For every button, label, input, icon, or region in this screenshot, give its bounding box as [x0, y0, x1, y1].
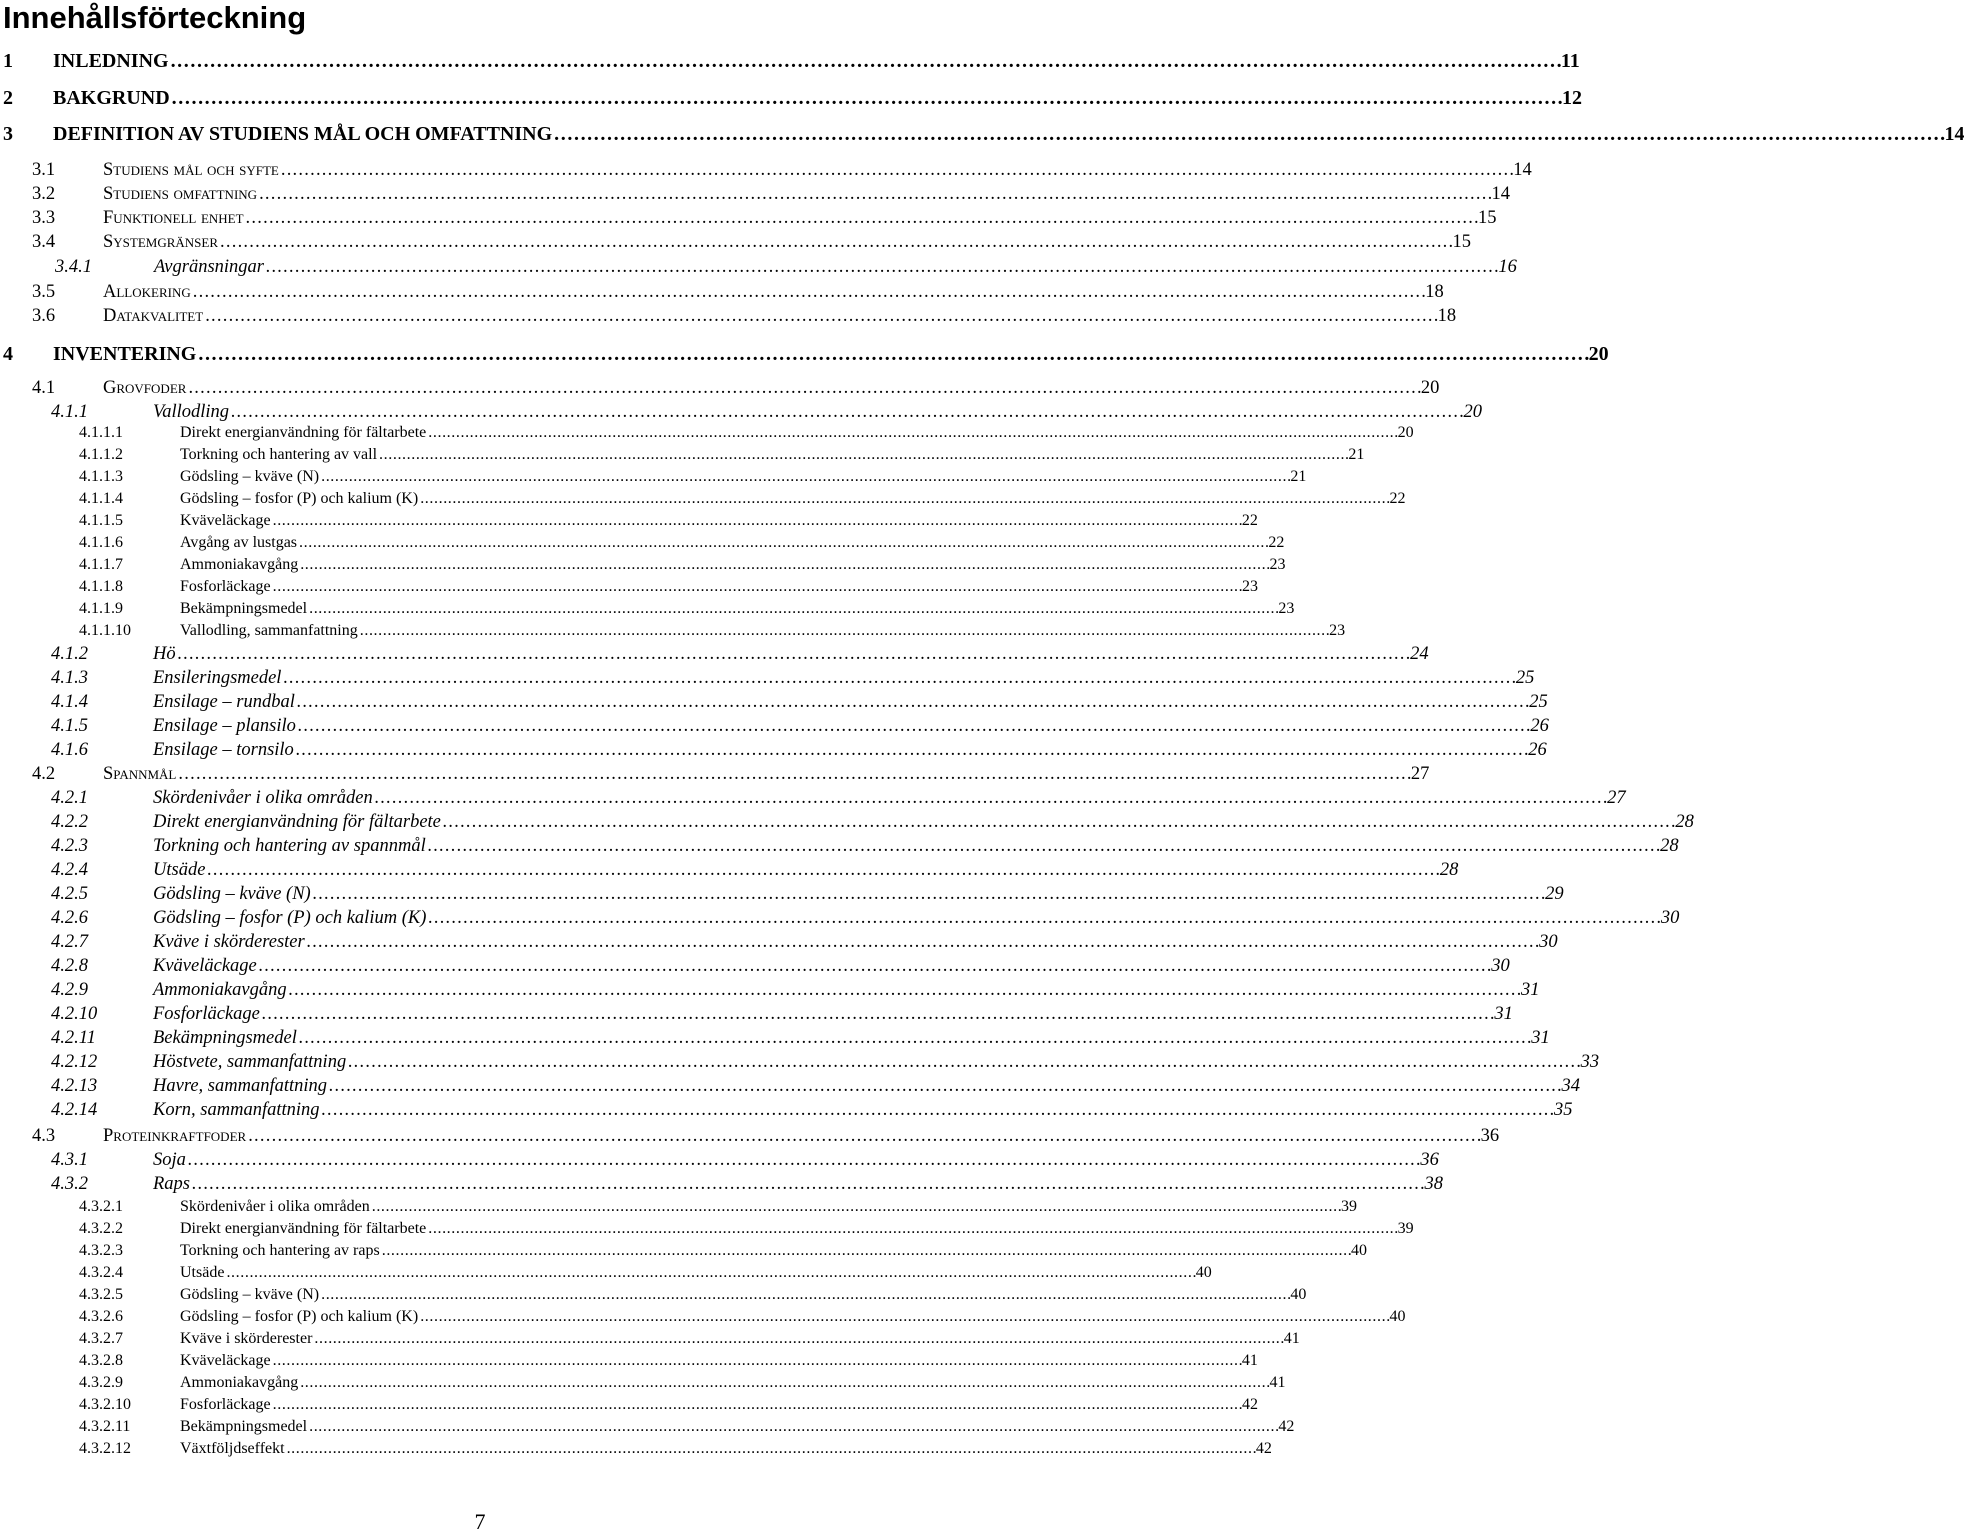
toc-entry-title: Torkning och hantering av raps	[180, 1242, 380, 1259]
toc-entry[interactable]	[0, 208, 1497, 229]
toc-entry[interactable]	[0, 836, 1679, 857]
toc-entry-page: 36	[1420, 1150, 1439, 1170]
toc-entry[interactable]	[0, 1308, 1406, 1326]
toc-entry-title: Ensilage – rundbal	[153, 692, 295, 712]
toc-entry-title: Avgränsningar	[154, 257, 264, 277]
dot-leader	[313, 884, 1544, 904]
toc-entry-page: 23	[1269, 556, 1286, 573]
toc-entry-page: 14	[1944, 123, 1964, 145]
toc-entry[interactable]	[0, 1150, 1439, 1171]
toc-entry-title: Grovfoder	[103, 378, 187, 398]
toc-entry-page: 22	[1389, 490, 1406, 507]
toc-entry-number: 4.3	[32, 1126, 56, 1146]
toc-entry[interactable]	[0, 1440, 1272, 1458]
toc-entry-page: 35	[1553, 1100, 1573, 1120]
toc-entry-title: Funktionell enhet	[103, 208, 244, 228]
toc-entry-number: 4.2.1	[51, 788, 88, 808]
toc-entry-number: 4.1.5	[51, 716, 88, 736]
toc-entry-page: 23	[1329, 622, 1346, 639]
toc-entry[interactable]	[0, 468, 1307, 486]
toc-entry[interactable]	[0, 512, 1258, 530]
dot-leader	[231, 402, 1462, 422]
toc-entry[interactable]	[0, 578, 1258, 596]
dot-leader	[287, 1440, 1255, 1458]
toc-entry-number: 4.1.1.6	[79, 534, 123, 551]
dot-leader	[248, 1126, 1479, 1146]
toc-entry-page: 22	[1268, 534, 1285, 551]
dot-leader	[178, 644, 1409, 664]
dot-leader	[329, 1076, 1560, 1096]
dot-leader	[262, 1004, 1493, 1024]
toc-entry-number: 4.3.2	[51, 1174, 88, 1194]
toc-entry-page: 40	[1290, 1286, 1307, 1303]
toc-entry-page: 20	[1463, 402, 1482, 422]
toc-entry-page: 21	[1348, 446, 1365, 463]
toc-entry-title: INLEDNING	[53, 50, 169, 72]
toc-entry-page: 34	[1561, 1076, 1580, 1096]
toc-entry-number: 4.3.1	[51, 1150, 88, 1170]
toc-entry-number: 3.2	[32, 184, 56, 204]
toc-entry-title: Kväveläckage	[180, 1352, 271, 1369]
toc-entry-number: 3.1	[32, 160, 56, 180]
dot-leader	[375, 788, 1606, 808]
toc-entry-title: Bekämpningsmedel	[180, 600, 308, 617]
dot-leader	[266, 257, 1497, 277]
toc-entry[interactable]	[0, 788, 1626, 809]
toc-entry-title: Gödsling – kväve (N)	[153, 884, 311, 904]
toc-entry-title: Skördenivåer i olika områden	[180, 1198, 370, 1215]
toc-entry-number: 4.2	[32, 764, 56, 784]
toc-entry-title: BAKGRUND	[53, 87, 170, 109]
toc-entry-page: 23	[1278, 600, 1295, 617]
dot-leader	[259, 184, 1490, 204]
toc-entry-title: Gödsling – kväve (N)	[180, 468, 320, 485]
toc-entry-title: Avgång av lustgas	[180, 534, 298, 551]
toc-entry-page: 39	[1397, 1220, 1414, 1237]
toc-entry-title: Bekämpningsmedel	[153, 1028, 297, 1048]
toc-entry-number: 4.2.4	[51, 860, 88, 880]
dot-leader	[428, 836, 1659, 856]
toc-entry-number: 4.1.3	[51, 668, 88, 688]
toc-entry-number: 4.3.2.5	[79, 1286, 123, 1303]
toc-entry-title: Ensilage – plansilo	[153, 716, 296, 736]
toc-entry[interactable]	[0, 282, 1444, 303]
toc-entry-number: 4.3.2.1	[79, 1198, 123, 1215]
toc-entry-title: Systemgränser	[103, 232, 219, 252]
dot-leader	[273, 1396, 1241, 1414]
toc-entry-title: Skördenivåer i olika områden	[153, 788, 373, 808]
toc-entry-page: 20	[1420, 378, 1440, 398]
toc-entry-number: 4.2.12	[51, 1052, 98, 1072]
toc-entry-title: INVENTERING	[53, 343, 197, 365]
toc-entry[interactable]	[0, 1028, 1550, 1049]
dot-leader	[296, 740, 1527, 760]
dot-leader	[172, 87, 1561, 109]
page-number: 7	[474, 1509, 486, 1534]
toc-entry[interactable]	[0, 1264, 1212, 1282]
toc-entry-page: 40	[1195, 1264, 1212, 1281]
toc-entry-title: Datakvalitet	[103, 306, 204, 326]
toc-entry-title: Ammoniakavgång	[180, 1374, 299, 1391]
dot-leader	[309, 1418, 1277, 1436]
toc-entry-page: 42	[1241, 1396, 1258, 1413]
toc-entry-number: 4	[3, 343, 13, 365]
toc-entry-page: 38	[1424, 1174, 1443, 1194]
toc-entry-number: 4.3.2.6	[79, 1308, 123, 1325]
toc-entry[interactable]	[0, 534, 1285, 552]
toc-entry[interactable]	[0, 644, 1429, 665]
toc-entry-page: 31	[1521, 980, 1540, 1000]
toc-entry-page: 14	[1491, 184, 1510, 204]
toc-entry-title: Hö	[153, 644, 176, 664]
toc-entry-title: Ammoniakavgång	[180, 556, 299, 573]
toc-entry-page: 41	[1269, 1374, 1286, 1391]
toc-entry[interactable]	[0, 1100, 1573, 1121]
toc-entry-title: Direkt energianvändning för fältarbete	[180, 424, 427, 441]
toc-entry[interactable]	[0, 306, 1457, 327]
toc-entry-title: Ensileringsmedel	[153, 668, 282, 688]
toc-entry-title: Raps	[153, 1174, 190, 1194]
toc-entry-title: Studiens mål och syfte	[103, 160, 279, 180]
toc-entry-title: Kväve i skörderester	[153, 932, 305, 952]
dot-leader	[205, 306, 1436, 326]
dot-leader	[321, 1286, 1289, 1304]
dot-leader	[281, 160, 1512, 180]
toc-entry[interactable]	[0, 1174, 1443, 1195]
dot-leader	[307, 932, 1538, 952]
toc-entry[interactable]	[0, 232, 1471, 253]
toc-entry-number: 4.1.6	[51, 740, 88, 760]
dot-leader	[300, 1374, 1268, 1392]
toc-entry-page: 30	[1539, 932, 1558, 952]
toc-entry-number: 4.2.3	[51, 836, 88, 856]
toc-entry[interactable]	[0, 1198, 1358, 1216]
toc-entry[interactable]	[0, 160, 1532, 181]
toc-entry-number: 3.3	[32, 208, 56, 228]
toc-entry-number: 1	[3, 50, 13, 72]
toc-entry-title: Gödsling – fosfor (P) och kalium (K)	[180, 1308, 419, 1325]
toc-entry-title: Utsäde	[180, 1264, 225, 1281]
toc-entry[interactable]	[0, 556, 1286, 574]
toc-entry-title: Gödsling – fosfor (P) och kalium (K)	[153, 908, 427, 928]
toc-entry[interactable]	[0, 123, 1964, 146]
toc-entry-number: 4.3.2.9	[79, 1374, 123, 1391]
toc-entry-number: 4.1.4	[51, 692, 88, 712]
toc-entry-title: DEFINITION AV STUDIENS MÅL OCH OMFATTNING	[53, 123, 553, 145]
toc-entry-title: Fosforläckage	[180, 1396, 271, 1413]
dot-leader	[428, 424, 1396, 442]
dot-leader	[259, 956, 1490, 976]
toc-entry-number: 4.1.1.3	[79, 468, 123, 485]
toc-entry-title: Ammoniakavgång	[153, 980, 287, 1000]
toc-entry-number: 4.2.6	[51, 908, 88, 928]
dot-leader	[443, 812, 1674, 832]
toc-entry-number: 2	[3, 87, 13, 109]
toc-entry-page: 41	[1241, 1352, 1258, 1369]
dot-leader	[300, 556, 1268, 574]
toc-entry[interactable]	[0, 378, 1440, 399]
dot-leader	[198, 343, 1587, 365]
toc-entry-number: 4.3.2.2	[79, 1220, 123, 1237]
toc-entry-title: Kväveläckage	[180, 512, 271, 529]
toc-entry-page: 20	[1588, 343, 1609, 365]
toc-entry-title: Havre, sammanfattning	[153, 1076, 328, 1096]
toc-entry-title: Höstvete, sammanfattning	[153, 1052, 347, 1072]
toc-entry[interactable]	[0, 1286, 1307, 1304]
toc-entry-number: 4.1.1.7	[79, 556, 123, 573]
toc-entry-number: 3.6	[32, 306, 56, 326]
dot-leader	[192, 1174, 1423, 1194]
toc-entry-number: 4.1.1.8	[79, 578, 123, 595]
toc-entry[interactable]	[0, 1126, 1500, 1147]
toc-entry-number: 4.1.2	[51, 644, 88, 664]
toc-entry-page: 29	[1545, 884, 1564, 904]
toc-entry[interactable]	[0, 600, 1295, 618]
toc-entry-number: 4.1.1.2	[79, 446, 123, 463]
dot-leader	[420, 490, 1388, 508]
toc-entry-page: 22	[1241, 512, 1258, 529]
toc-entry[interactable]	[0, 956, 1510, 977]
toc-entry[interactable]	[0, 668, 1535, 689]
toc-entry-page: 15	[1477, 208, 1497, 228]
toc-entry-number: 4.1.1.4	[79, 490, 123, 507]
dot-leader	[314, 1330, 1282, 1348]
toc-entry-page: 33	[1580, 1052, 1600, 1072]
dot-leader	[188, 378, 1419, 398]
toc-entry-page: 30	[1491, 956, 1510, 976]
dot-leader	[273, 1352, 1241, 1370]
toc-entry-page: 26	[1528, 740, 1547, 760]
dot-leader	[420, 1308, 1388, 1326]
toc-entry[interactable]	[0, 184, 1510, 205]
toc-entry[interactable]	[0, 908, 1680, 929]
dot-leader	[273, 512, 1241, 530]
toc-entry-title: Torkning och hantering av spannmål	[153, 836, 426, 856]
toc-entry[interactable]	[0, 257, 1517, 278]
dot-leader	[322, 1100, 1553, 1120]
toc-entry-page: 21	[1290, 468, 1307, 485]
toc-entry-title: Vallodling	[153, 402, 230, 422]
toc-entry-title: Fosforläckage	[153, 1004, 260, 1024]
toc-entry-number: 3.4.1	[55, 257, 92, 277]
toc-entry-title: Studiens omfattning	[103, 184, 258, 204]
dot-leader	[379, 446, 1347, 464]
dot-leader	[226, 1264, 1194, 1282]
toc-entry-title: Gödsling – kväve (N)	[180, 1286, 320, 1303]
toc-entry-number: 4.2.11	[51, 1028, 96, 1048]
toc-entry-page: 28	[1439, 860, 1459, 880]
toc-entry[interactable]	[0, 1076, 1580, 1097]
toc-entry-page: 26	[1530, 716, 1549, 736]
toc-entry-number: 4.2.7	[51, 932, 88, 952]
toc-entry-number: 3.5	[32, 282, 56, 302]
toc-entry-page: 25	[1515, 668, 1535, 688]
toc-entry-page: 27	[1607, 788, 1626, 808]
toc-entry[interactable]	[0, 1374, 1286, 1392]
dot-leader	[321, 468, 1289, 486]
dot-leader	[283, 668, 1514, 688]
toc-entry-title: Korn, sammanfattning	[153, 1100, 320, 1120]
toc-entry-page: 27	[1410, 764, 1430, 784]
toc-entry-page: 41	[1283, 1330, 1300, 1347]
toc-entry-title: Torkning och hantering av vall	[180, 446, 378, 463]
toc-entry-page: 24	[1410, 644, 1429, 664]
toc-entry-number: 4.3.2.4	[79, 1264, 123, 1281]
toc-entry[interactable]	[0, 860, 1459, 881]
toc-entry[interactable]	[0, 1004, 1513, 1025]
dot-leader	[299, 1028, 1530, 1048]
toc-entry-page: 42	[1278, 1418, 1295, 1435]
dot-leader	[360, 622, 1328, 640]
toc-entry-title: Direkt energianvändning för fältarbete	[153, 812, 441, 832]
dot-leader	[171, 50, 1560, 72]
toc-entry[interactable]	[0, 490, 1406, 508]
dot-leader	[220, 232, 1451, 252]
dot-leader	[178, 764, 1409, 784]
dot-leader	[298, 716, 1529, 736]
toc-entry-page: 42	[1255, 1440, 1272, 1457]
toc-entry-number: 4.3.2.12	[79, 1440, 131, 1457]
toc-entry-number: 4.1.1.1	[79, 424, 123, 441]
toc-entry-number: 4.2.9	[51, 980, 88, 1000]
toc-entry-page: 36	[1480, 1126, 1500, 1146]
toc-entry[interactable]	[0, 1352, 1258, 1370]
toc-entry-title: Allokering	[103, 282, 191, 302]
toc-entry[interactable]	[0, 1220, 1414, 1238]
toc-entry-page: 39	[1341, 1198, 1358, 1215]
toc-entry-number: 3.4	[32, 232, 56, 252]
toc-entry-number: 4.3.2.7	[79, 1330, 123, 1347]
toc-entry[interactable]	[0, 1418, 1295, 1436]
toc-entry-page: 14	[1513, 160, 1532, 180]
toc-entry-page: 31	[1494, 1004, 1513, 1024]
dot-leader	[554, 123, 1943, 145]
page-title: Innehållsförteckning	[3, 0, 307, 35]
dot-leader	[273, 578, 1241, 596]
toc-entry-number: 4.3.2.11	[79, 1418, 131, 1435]
toc-entry-page: 11	[1560, 50, 1580, 72]
toc-entry-number: 4.2.10	[51, 1004, 98, 1024]
toc-entry-number: 4.3.2.3	[79, 1242, 123, 1259]
toc-entry[interactable]	[0, 812, 1694, 833]
toc-entry[interactable]	[0, 932, 1558, 953]
toc-entry-page: 30	[1660, 908, 1680, 928]
toc-entry-number: 4.1.1.10	[79, 622, 131, 639]
toc-entry[interactable]	[0, 50, 1580, 73]
toc-entry-page: 31	[1531, 1028, 1550, 1048]
toc-entry[interactable]	[0, 1330, 1300, 1348]
dot-leader	[193, 282, 1424, 302]
toc-entry-number: 4.2.5	[51, 884, 88, 904]
toc-entry-title: Direkt energianvändning för fältarbete	[180, 1220, 427, 1237]
toc-entry-page: 28	[1660, 836, 1679, 856]
toc-entry-number: 4.2.2	[51, 812, 88, 832]
toc-entry-title: Bekämpningsmedel	[180, 1418, 308, 1435]
toc-entry-title: Spannmål	[103, 764, 177, 784]
toc-entry-title: Ensilage – tornsilo	[153, 740, 294, 760]
toc-entry[interactable]	[0, 764, 1430, 785]
toc-entry-title: Utsäde	[153, 860, 206, 880]
toc-entry-number: 4.3.2.8	[79, 1352, 123, 1369]
toc-entry-title: Kväveläckage	[153, 956, 257, 976]
toc-entry-title: Fosforläckage	[180, 578, 271, 595]
toc-entry-number: 4.2.8	[51, 956, 88, 976]
dot-leader	[428, 1220, 1396, 1238]
toc-entry[interactable]	[0, 740, 1547, 761]
toc-entry-page: 18	[1437, 306, 1457, 326]
dot-leader	[289, 980, 1520, 1000]
toc-entry-page: 40	[1389, 1308, 1406, 1325]
toc-entry[interactable]	[0, 1396, 1258, 1414]
toc-entry-title: Vallodling, sammanfattning	[180, 622, 358, 639]
toc-entry-number: 4.2.14	[51, 1100, 98, 1120]
toc-entry-number: 4.1.1.5	[79, 512, 123, 529]
dot-leader	[372, 1198, 1340, 1216]
toc-entry[interactable]	[0, 1052, 1600, 1073]
toc-entry[interactable]	[0, 424, 1414, 442]
dot-leader	[246, 208, 1477, 228]
toc-entry[interactable]	[0, 343, 1609, 366]
toc-entry-number: 4.1.1.9	[79, 600, 123, 617]
dot-leader	[299, 534, 1267, 552]
dot-leader	[348, 1052, 1579, 1072]
toc-entry[interactable]	[0, 402, 1482, 423]
toc-entry-title: Kväve i skörderester	[180, 1330, 313, 1347]
toc-entry[interactable]	[0, 980, 1540, 1001]
toc-entry-page: 16	[1498, 257, 1517, 277]
toc-entry-page: 25	[1529, 692, 1548, 712]
toc-entry-page: 18	[1425, 282, 1444, 302]
toc-entry-number: 4.1	[32, 378, 56, 398]
toc-entry-page: 12	[1561, 87, 1582, 109]
toc-entry-number: 3	[3, 123, 13, 145]
toc-entry[interactable]	[0, 692, 1548, 713]
toc-entry[interactable]	[0, 884, 1564, 905]
toc-entry-title: Växtföljdseffekt	[180, 1440, 285, 1457]
dot-leader	[207, 860, 1438, 880]
dot-leader	[188, 1150, 1419, 1170]
dot-leader	[309, 600, 1277, 618]
toc-entry-page: 28	[1675, 812, 1694, 832]
toc-entry-page: 15	[1452, 232, 1471, 252]
toc-entry-title: Soja	[153, 1150, 186, 1170]
toc-entry-number: 4.1.1	[51, 402, 88, 422]
toc-entry-number: 4.2.13	[51, 1076, 98, 1096]
toc-entry-page: 40	[1351, 1242, 1368, 1259]
toc-entry-title: Gödsling – fosfor (P) och kalium (K)	[180, 490, 419, 507]
dot-leader	[382, 1242, 1350, 1260]
toc-entry-number: 4.3.2.10	[79, 1396, 131, 1413]
dot-leader	[428, 908, 1659, 928]
toc-entry[interactable]	[0, 1242, 1368, 1260]
toc-entry-title: Proteinkraftfoder	[103, 1126, 247, 1146]
toc-entry[interactable]	[0, 87, 1582, 110]
toc-entry[interactable]	[0, 622, 1346, 640]
toc-entry[interactable]	[0, 446, 1365, 464]
toc-entry[interactable]	[0, 716, 1549, 737]
dot-leader	[297, 692, 1528, 712]
toc-entry-page: 23	[1241, 578, 1258, 595]
toc-entry-page: 20	[1397, 424, 1414, 441]
